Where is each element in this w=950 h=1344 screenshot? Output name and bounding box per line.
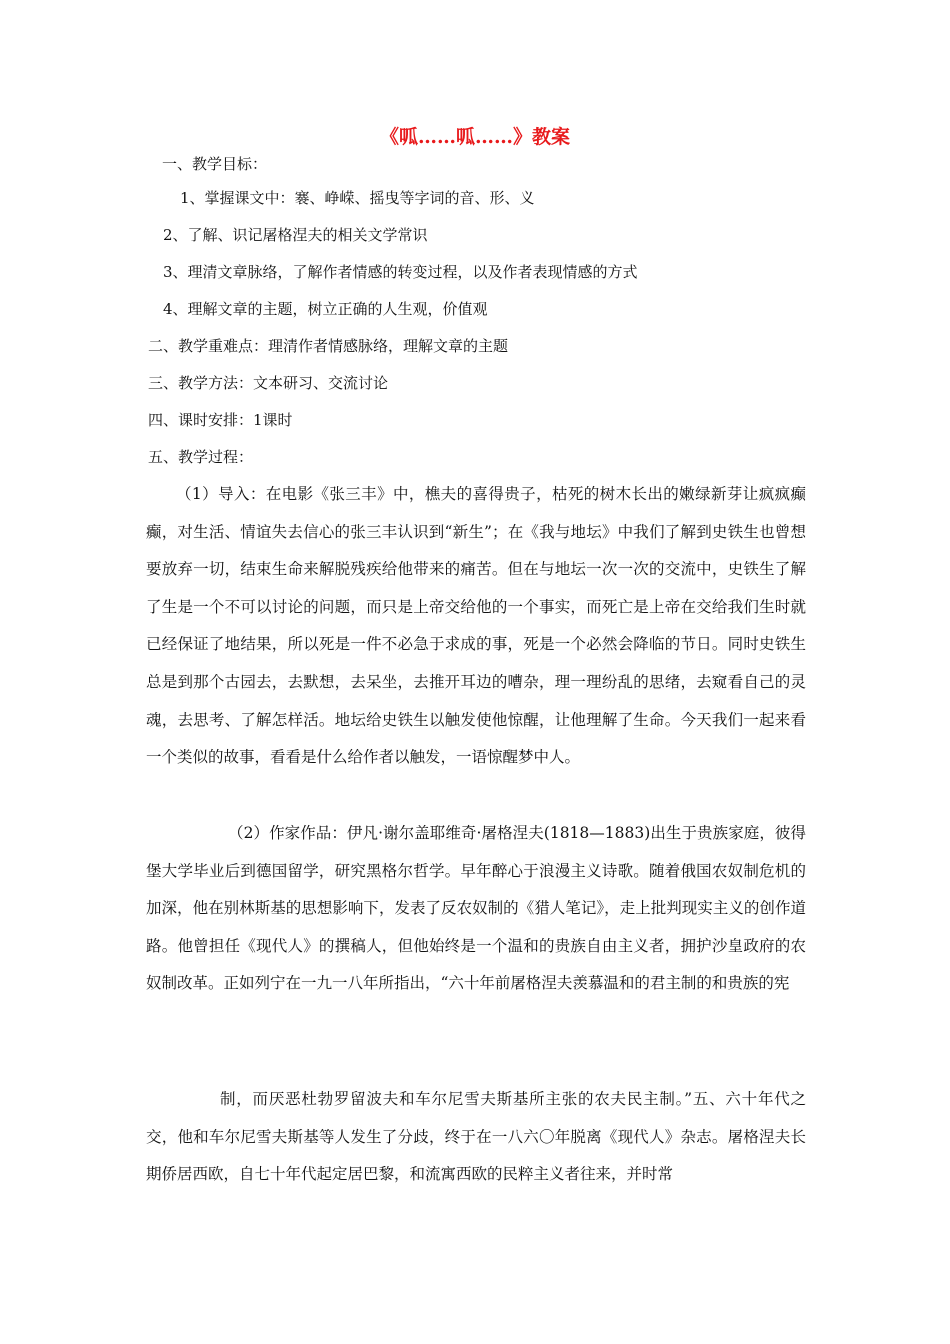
section-methods: 三、教学方法：文本研习、交流讨论 <box>148 374 389 392</box>
section-heading-objectives: 一、教学目标： <box>162 155 268 173</box>
objective-item-4: 4、理解文章的主题，树立正确的人生观，价值观 <box>163 300 488 318</box>
objective-item-1-text: 1、掌握课文中：褰、峥嵘、摇曳等字词的音、形、义 <box>180 189 535 207</box>
section-schedule: 四、课时安排：1课时 <box>148 411 293 429</box>
paragraph-introduction: （1）导入：在电影《张三丰》中，樵夫的喜得贵子，枯死的树木长出的嫩绿新芽让疯疯癫癫，对生活、情谊失去信心的张三丰认识到“新生”；在《我与地坛》中我们了解到史铁生也曾想要放弃一切，结束生命来解脱残疾给他带来的痛苦。但在与地坛一次一次的交流中，史铁生了解了生是一个不可以讨论的问题，而只是上帝交给他的一个事实，而死亡是上帝在交给我们生时就已经保证了地结果，所以死是一件不必急于求成的事，死是一个必然会降临的节日。同时史铁生总是到那个古园去，去默想，去呆坐，去推开耳边的嘈杂，理一理纷乱的思绪，去窥看自己的灵魂，去思考、了解怎样活。地坛给史铁生以触发使他惊醒，让他理解了生命。今天我们一起来看一个类似的故事，看看是什么给作者以触发，一语惊醒梦中人。 <box>146 485 806 767</box>
objective-item-1 <box>180 188 535 208</box>
document-title: 《呱……呱……》教案 <box>379 126 570 148</box>
objective-item-3: 3、理清文章脉络，了解作者情感的转变过程，以及作者表现情感的方式 <box>163 263 638 281</box>
paragraph-author-works: （2）作家作品：伊凡·谢尔盖耶维奇·屠格涅夫(1818—1883)出生于贵族家庭，彼得堡大学毕业后到德国留学，研究黑格尔哲学。早年醉心于浪漫主义诗歌。随着俄国农奴制危机的加深，他在别林斯基的思想影响下，发表了反农奴制的《猎人笔记》，走上批判现实主义的创作道路。他曾担任《现代人》的撰稿人，但他始终是一个温和的贵族自由主义者，拥护沙皇政府的农奴制改革。正如列宁在一九一八年所指出，“六十年前屠格涅夫羡慕温和的君主制的和贵族的宪 <box>146 824 806 993</box>
section-process: 五、教学过程： <box>148 448 254 466</box>
section-key-points: 二、教学重难点：理清作者情感脉络，理解文章的主题 <box>148 337 509 355</box>
paragraph-author-works-continued: 制，而厌恶杜勃罗留波夫和车尔尼雪夫斯基所主张的农夫民主制。”五、六十年代之交，他和车尔尼雪夫斯基等人发生了分歧，终于在一八六〇年脱离《现代人》杂志。屠格涅夫长期侨居西欧，自七十年代起定居巴黎，和流寓西欧的民粹主义者往来，并时常 <box>146 1090 806 1184</box>
objective-item-2: 2、了解、识记屠格涅夫的相关文学常识 <box>163 226 428 244</box>
